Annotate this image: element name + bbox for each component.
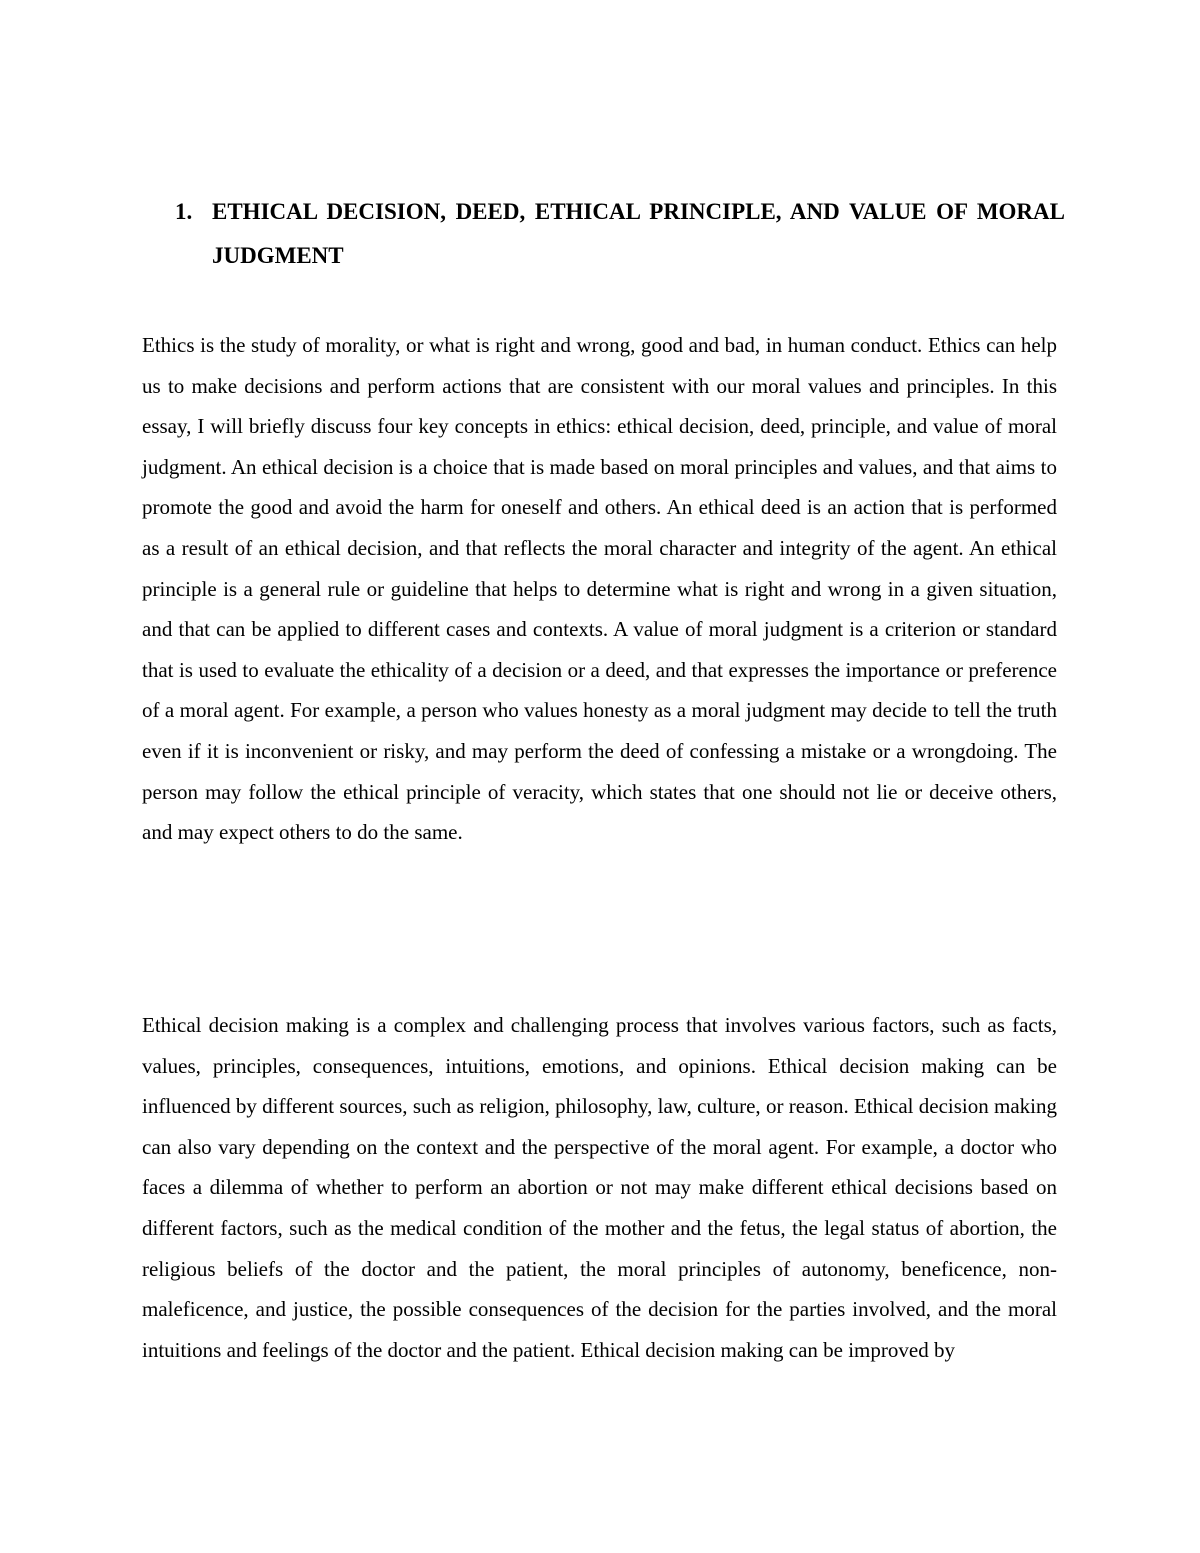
section-number: 1. bbox=[175, 199, 193, 224]
section-heading bbox=[175, 190, 1065, 278]
body-paragraph-2: Ethical decision making is a complex and challenging process that involves various factors, such as facts, values, principles, consequences, intuitions, emotions, and opinions. Ethical decision making can be influenced by different sources, such as religion, philosophy, law, culture, or reason. Ethical decision making can also vary depending on the context and the perspective of the moral agent. For example, a doctor who faces a dilemma of whether to perform an abortion or not may make different ethical decisions based on different factors, such as the medical condition of the mother and the fetus, the legal status of abortion, the religious beliefs of the doctor and the patient, the moral principles of autonomy, beneficence, non-maleficence, and justice, the possible consequences of the decision for the parties involved, and the moral intuitions and feelings of the doctor and the patient. Ethical decision making can be improved by bbox=[142, 1013, 1057, 1362]
section-title: ETHICAL DECISION, DEED, ETHICAL PRINCIPLE, AND VALUE OF MORAL JUDGMENT bbox=[212, 199, 1065, 268]
body-paragraph-1: Ethics is the study of morality, or what is right and wrong, good and bad, in human conduct. Ethics can help us to make decisions and perform actions that are consistent with our moral values and principles. In this essay, I will briefly discuss four key concepts in ethics: ethical decision, deed, principle, and value of moral judgment. An ethical decision is a choice that is made based on moral principles and values, and that aims to promote the good and avoid the harm for oneself and others. An ethical deed is an action that is performed as a result of an ethical decision, and that reflects the moral character and integrity of the agent. An ethical principle is a general rule or guideline that helps to determine what is right and wrong in a given situation, and that can be applied to different cases and contexts. A value of moral judgment is a criterion or standard that is used to evaluate the ethicality of a decision or a deed, and that expresses the importance or preference of a moral agent. For example, a person who values honesty as a moral judgment may decide to tell the truth even if it is inconvenient or risky, and may perform the deed of confessing a mistake or a wrongdoing. The person may follow the ethical principle of veracity, which states that one should not lie or deceive others, and may expect others to do the same. bbox=[142, 333, 1057, 845]
